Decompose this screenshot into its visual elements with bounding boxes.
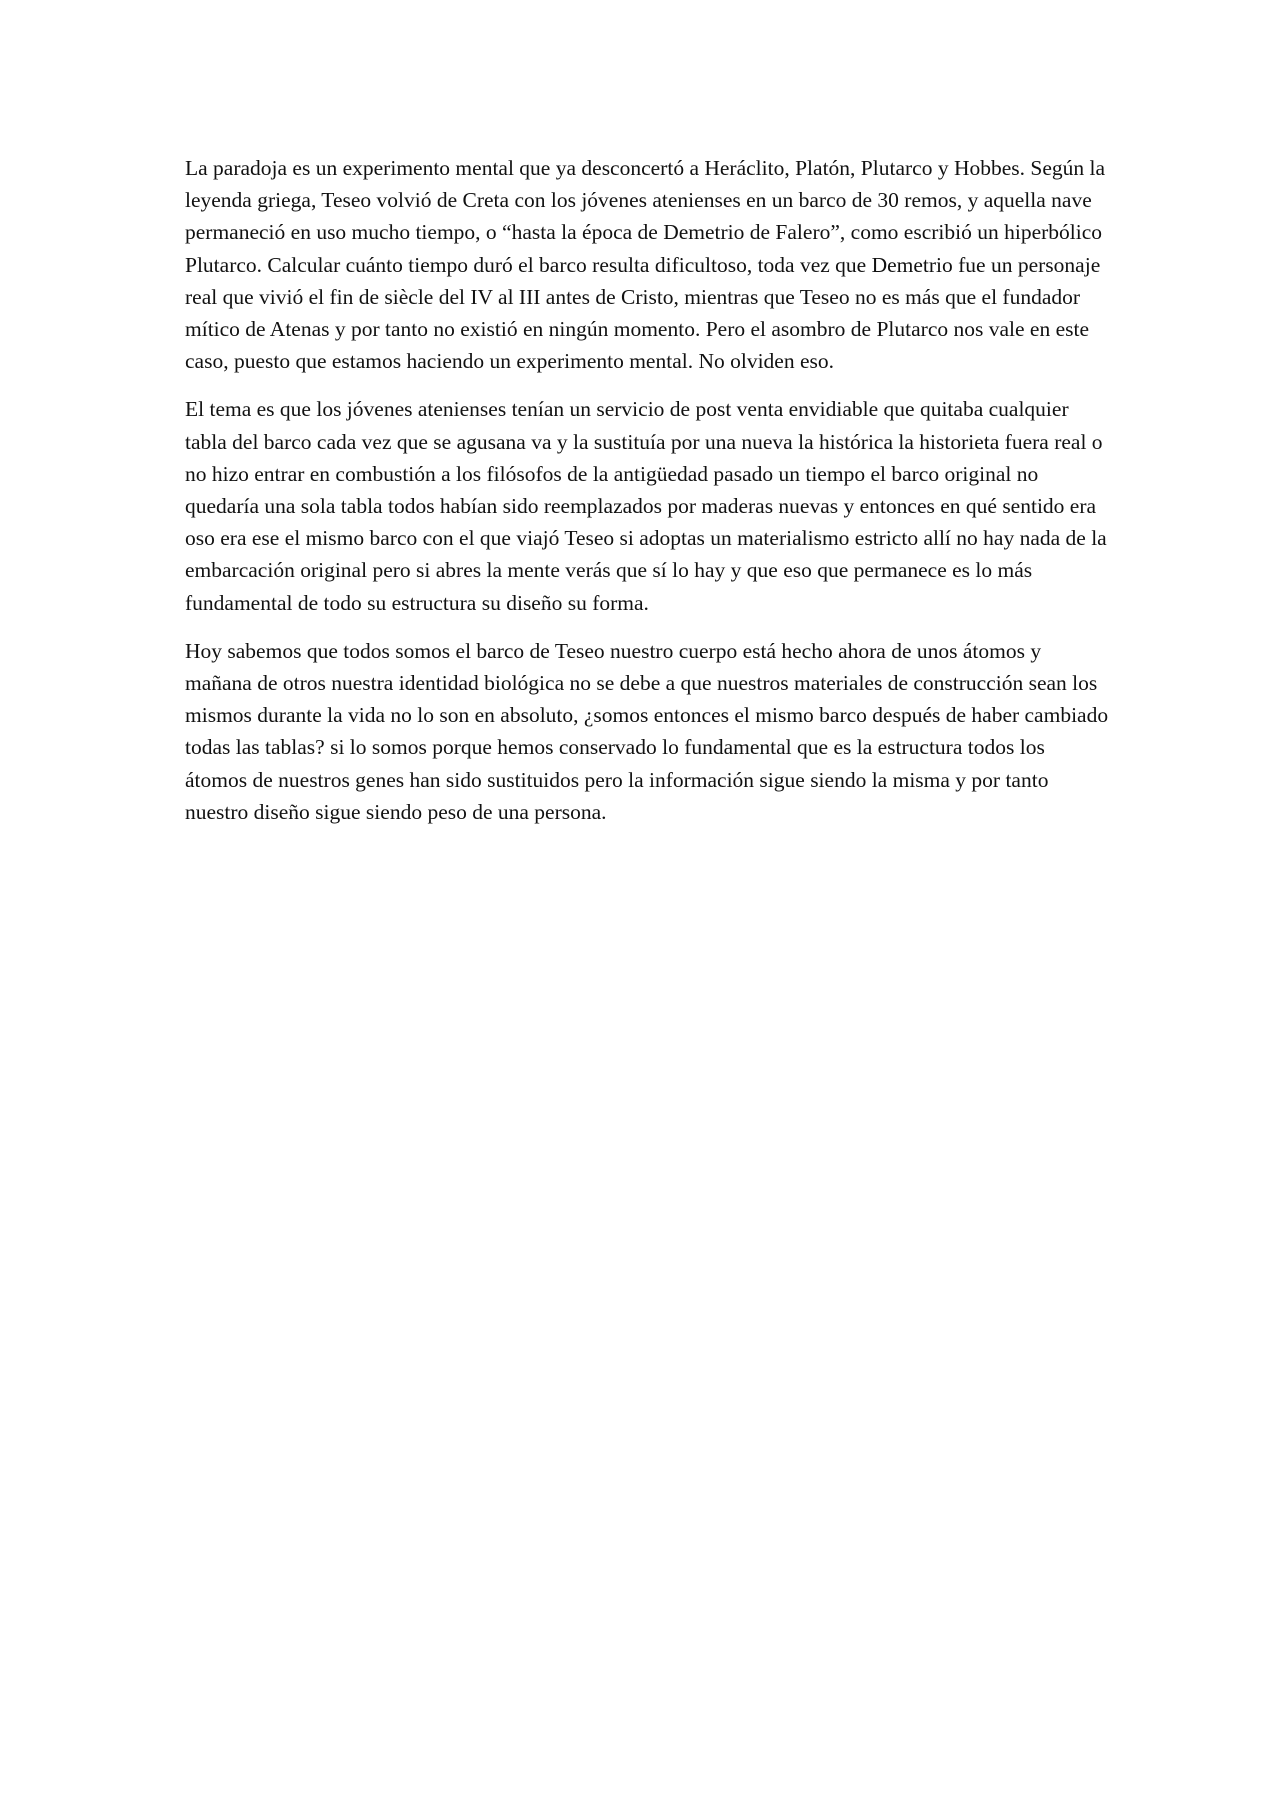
paragraph-2: El tema es que los jóvenes atenienses tenían un servicio de post venta envidiable que quitaba cualquier tabla del barco cada vez que se agusana va y la sustituía por una nueva la histórica la historieta fuera real o no hizo entrar en combustión a los filósofos de la antigüedad pasado un tiempo el barco original no quedaría una sola tabla todos habían sido reemplazados por maderas nuevas y entonces en qué sentido era oso era ese el mismo barco con el que viajó Teseo si adoptas un materialismo estricto allí no hay nada de la embarcación original pero si abres la mente verás que sí lo hay y que eso que permanece es lo más fundamental de todo su estructura su diseño su forma. xyxy=(185,397,1107,615)
paragraph-1: La paradoja es un experimento mental que ya desconcertó a Heráclito, Platón, Plutarco y Hobbes. Según la leyenda griega, Teseo volvió de Creta con los jóvenes atenienses en un barco de 30 remos, y aquella nave permaneció en uso mucho tiempo, o “hasta la época de Demetrio de Falero”, como escribió un hiperbólico Plutarco. Calcular cuánto tiempo duró el barco resulta dificultoso, toda vez que Demetrio fue un personaje real que vivió el fin de siècle del IV al III antes de Cristo, mientras que Teseo no es más que el fundador mítico de Atenas y por tanto no existió en ningún momento. Pero el asombro de Plutarco nos vale en este caso, puesto que estamos haciendo un experimento mental. No olviden eso. xyxy=(185,156,1106,374)
document-body xyxy=(185,152,1110,844)
paragraph-3: Hoy sabemos que todos somos el barco de Teseo nuestro cuerpo está hecho ahora de unos átomos y mañana de otros nuestra identidad biológica no se debe a que nuestros materiales de construcción sean los mismos durante la vida no lo son en absoluto, ¿somos entonces el mismo barco después de haber cambiado todas las tablas? si lo somos porque hemos conservado lo fundamental que es la estructura todos los átomos de nuestros genes han sido sustituidos pero la información sigue siendo la misma y por tanto nuestro diseño sigue siendo peso de una persona. xyxy=(185,638,1109,824)
